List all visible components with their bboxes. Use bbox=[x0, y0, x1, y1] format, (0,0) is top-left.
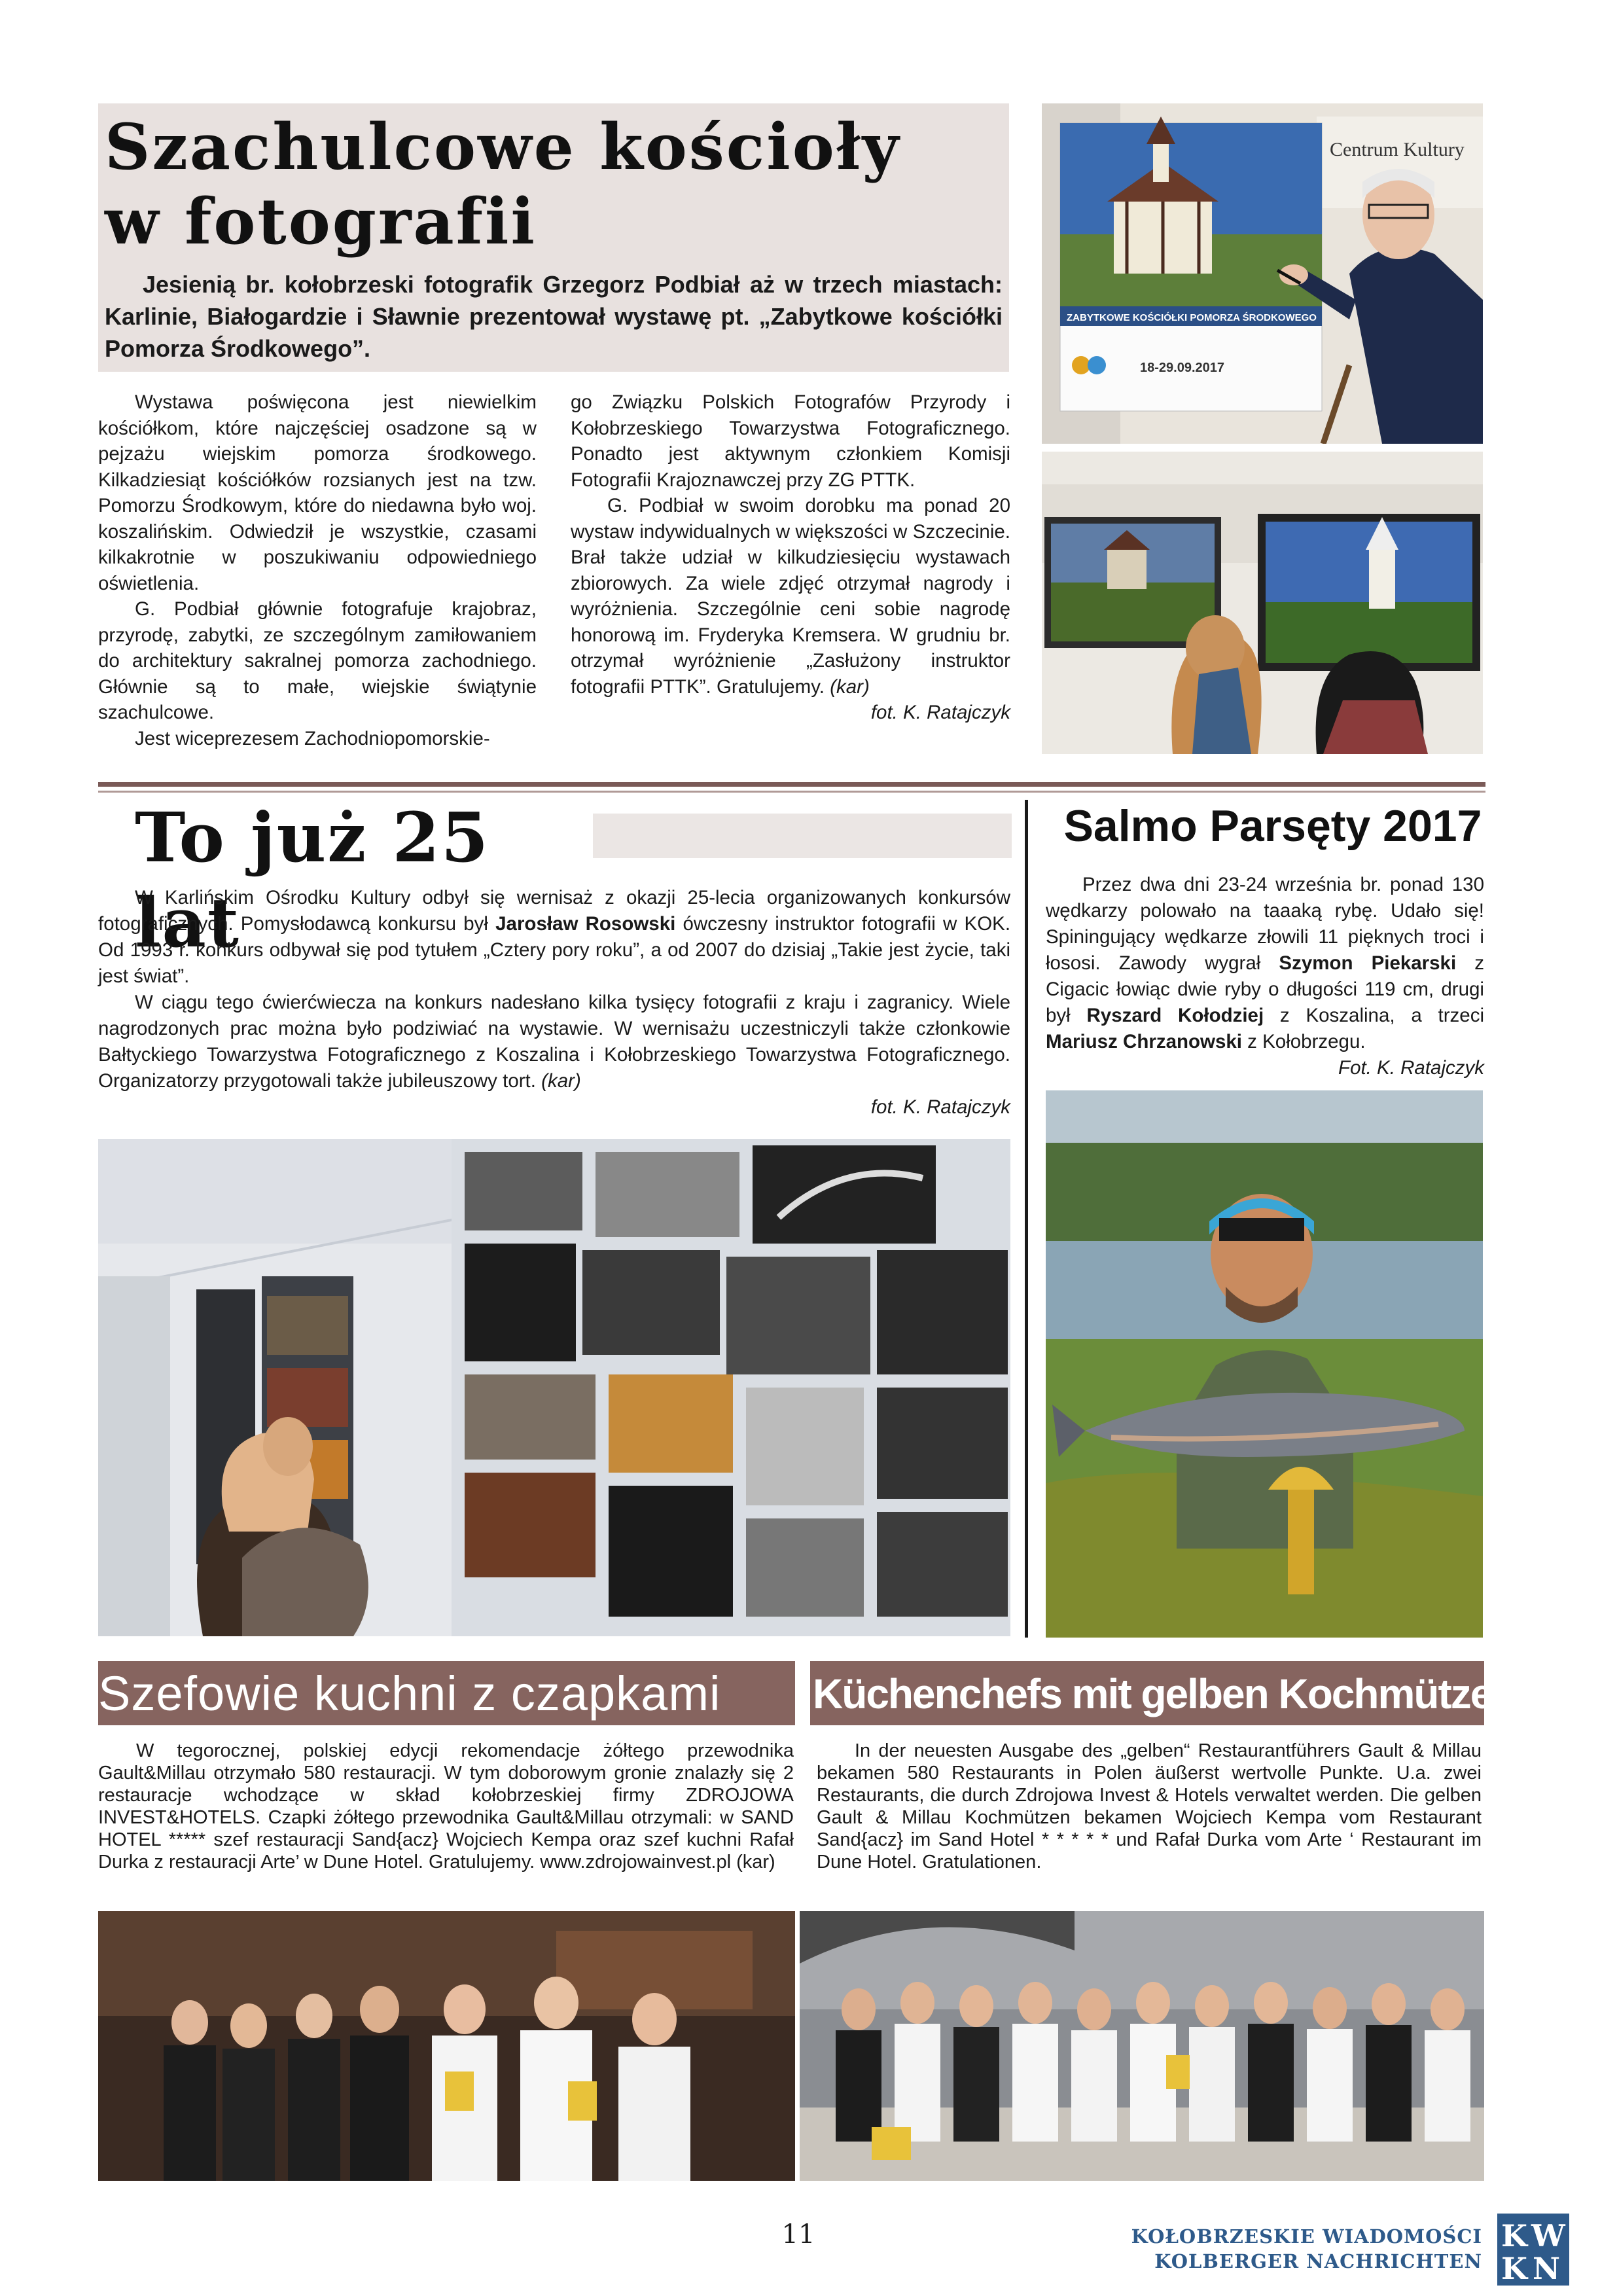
article3-text: z Cigacic łowiąc dwie ryby o długości 119 cm, drugi był bbox=[1046, 952, 1484, 1026]
chefs-pl-title: Szefowie kuchni z czapkami bbox=[98, 1666, 721, 1721]
svg-text:K: K bbox=[1501, 2251, 1527, 2286]
article1-signature: (kar) bbox=[830, 675, 870, 698]
photo-angler-with-salmon bbox=[1046, 1090, 1483, 1638]
publication-logo bbox=[1497, 2214, 1569, 2286]
article1-photo-credit: fot. K. Ratajczyk bbox=[870, 702, 1010, 723]
photo-kitchen-staff-group bbox=[800, 1911, 1484, 2181]
article2-paragraph bbox=[98, 885, 1010, 990]
article1-paragraph: go Związku Polskich Fotografów Przyrody i Kołobrzeskiego Towarzystwa Fotograficznego. Ponadto jest aktywnym członkiem Komisji Fotografii Krajoznawczej przy ZG PTTK. bbox=[571, 391, 1010, 491]
photo-exhibition-gallery bbox=[98, 1139, 1010, 1636]
svg-text:K: K bbox=[1501, 2218, 1527, 2253]
chefs-de-body bbox=[817, 1740, 1482, 1873]
publication-name-de: KOLBERGER NACHRICHTEN bbox=[1154, 2250, 1482, 2272]
article3-text: z Kołobrzegu. bbox=[1241, 1031, 1366, 1052]
article1-title-line1: Szachulcowe kościoły bbox=[105, 110, 901, 184]
poster-date: 18-29.09.2017 bbox=[1140, 361, 1225, 375]
svg-text:N: N bbox=[1533, 2251, 1561, 2286]
publication-name-pl: KOŁOBRZESKIE WIADOMOŚCI bbox=[1131, 2225, 1482, 2248]
article2-paragraph bbox=[98, 990, 1010, 1094]
section-divider-thin bbox=[98, 791, 1485, 793]
chefs-pl-text: W tegorocznej, polskiej edycji rekomendacje żółtego przewodnika Gault&Millau otrzymało 580 restauracji. W tym doborowym gronie znalazły się 2 restauracje wchodzące w skład kołobrzeskiej firmy ZDROJOWA INVEST&HOTELS. Czapki żółtego przewodnika Gault&Millau otrzymali: w SAND HOTEL ***** szef restauracji Sand{acz} Wojciech Kempa oraz szef kuchni Rafał Durka z restauracji Arte’ w Dune Hotel. Gratulujemy. www.zdrojowainvest.pl (kar) bbox=[98, 1740, 794, 1873]
article1-column1 bbox=[98, 389, 537, 751]
article3-paragraph bbox=[1046, 872, 1484, 1055]
chefs-de-text: In der neuesten Ausgabe des „gelben“ Restaurantführers Gault & Millau bekamen 580 Restaurants in Polen äußerst wertvolle Punkte. U.a. zwei Restaurants, die durch Zdrojowa Invest & Hotels verwaltet werden. Die gelben Gault & Millau Kochmützen bekamen Wojciech Kempa vom Restaurant Sand{acz} im Sand Hotel * * * * * und Rafał Durka vom Arte ‘ Restaurant im Dune Hotel. Gratulationen. bbox=[817, 1740, 1482, 1873]
article1-paragraph: Wystawa poświęcona jest niewielkim kościółkom, które najczęściej osadzone są w pejzażu wiejskim pomorza środkowego. Kilkadziesiąt kościółków rozsianych jest na tzw. Pomorzu Środkowym, które do niedawna było woj. koszalińskim. Odwiedził je wszystkie, czasami kilkakrotnie w poszukiwaniu odpowiedniego oświetlenia. bbox=[98, 391, 537, 594]
article2-title-bar bbox=[593, 814, 1012, 858]
article1-paragraph bbox=[571, 493, 1010, 700]
article1-paragraph-text: G. Podbiał w swoim dorobku ma ponad 20 wystaw indywidualnych w większości w Szczecinie. Brał także udział w kilkudziesięciu wystawach zbiorowych. Za wiele zdjęć otrzymał nagrody i wyróżnienia. Szczególnie ceni sobie nagrodę honorową im. Fryderyka Kremsera. W grudniu br. otrzymał wyróżnienie „Zasłużony instruktor fotografii PTTK”. Gratulujemy. bbox=[571, 495, 1010, 698]
article2-signature: (kar) bbox=[541, 1070, 581, 1092]
article3-title: Salmo Parsęty 2017 bbox=[1063, 801, 1482, 851]
photo-photographer-signing-poster bbox=[1042, 103, 1483, 444]
second-place-name: Ryszard Kołodziej bbox=[1086, 1005, 1264, 1026]
column-divider bbox=[1025, 800, 1028, 1638]
svg-text:W: W bbox=[1531, 2218, 1565, 2253]
photo-restaurant-staff-group bbox=[98, 1911, 795, 2181]
section-divider bbox=[98, 782, 1485, 787]
article1-paragraph: G. Podbiał głównie fotografuje krajobraz, przyrodę, zabytki, ze szczególnym zamiłowaniem do architektury sakralnej pomorza zachodniego. Głównie są to małe, wiejskie świątynie szachulcowe. bbox=[98, 598, 537, 723]
article3-body bbox=[1046, 872, 1484, 1081]
chefs-de-title: Küchenchefs mit gelben Kochmützen bbox=[813, 1670, 1517, 1717]
article2-title: To już 25 lat bbox=[135, 797, 490, 963]
article1-title bbox=[105, 110, 1001, 259]
third-place-name: Mariusz Chrzanowski bbox=[1046, 1031, 1242, 1052]
photo-women-viewing-exhibition bbox=[1042, 452, 1483, 754]
article2-person-name: Jarosław Rosowski bbox=[495, 913, 676, 935]
article1-title-line2: w fotografii bbox=[105, 185, 537, 259]
article3-photo-credit: Fot. K. Ratajczyk bbox=[1338, 1057, 1484, 1079]
poster-text: ZABYTKOWE KOŚCIÓŁKI POMORZA ŚRODKOWEGO bbox=[1067, 312, 1317, 323]
sign-text: Centrum Kultury bbox=[1330, 139, 1465, 160]
article1-lead bbox=[105, 268, 1003, 365]
article3-text: Przez dwa dni 23-24 września br. ponad 130 wędkarzy polowało na taaaką rybę. Udało się! Spiningujący wędkarze złowili 11 pięknych troci i łososi. Zawody wygrał bbox=[1046, 874, 1484, 974]
article2-photo-credit: fot. K. Ratajczyk bbox=[870, 1096, 1010, 1118]
article1-lead-text: Jesienią br. kołobrzeski fotografik Grzegorz Podbiał aż w trzech miastach: Karlinie, Białogardzie i Sławnie prezentował wystawę pt. „Zabytkowe kościółki Pomorza Środkowego”. bbox=[105, 271, 1003, 362]
article2-text: ówczesny instruktor fotografii w KOK. Od 1993 r. konkurs odbywał się pod tytułem „Cztery pory roku”, a od 2007 do dzisiaj „Takie jest życie, taki jest świat”. bbox=[98, 913, 1011, 987]
article2-text: W ciągu tego ćwierćwiecza na konkurs nadesłano kilka tysięcy fotografii z kraju i zagranicy. Wiele nagrodzonych prac można było podziwiać na wystawie. W wernisażu uczestniczyli także członkowie Bałtyckiego Towarzystwa Fotograficznego z Koszalina i Kołobrzeskiego Towarzystwa Fotograficznego. Organizatorzy przygotowali także jubileuszowy tort. bbox=[98, 992, 1010, 1092]
article1-column2 bbox=[571, 389, 1010, 726]
article1-paragraph: Jest wiceprezesem Zachodniopomorskie- bbox=[135, 727, 490, 749]
page-number: 11 bbox=[781, 2219, 815, 2250]
article2-body bbox=[98, 885, 1010, 1121]
winner-name: Szymon Piekarski bbox=[1279, 952, 1457, 974]
article2-text: W Karlińskim Ośrodku Kultury odbył się wernisaż z okazji 25-lecia organizowanych konkursów fotograficznych. Pomysłodawcą konkursu był bbox=[98, 887, 1010, 935]
chefs-pl-body bbox=[98, 1740, 794, 1873]
article3-text: z Koszalina, a trzeci bbox=[1264, 1005, 1484, 1026]
